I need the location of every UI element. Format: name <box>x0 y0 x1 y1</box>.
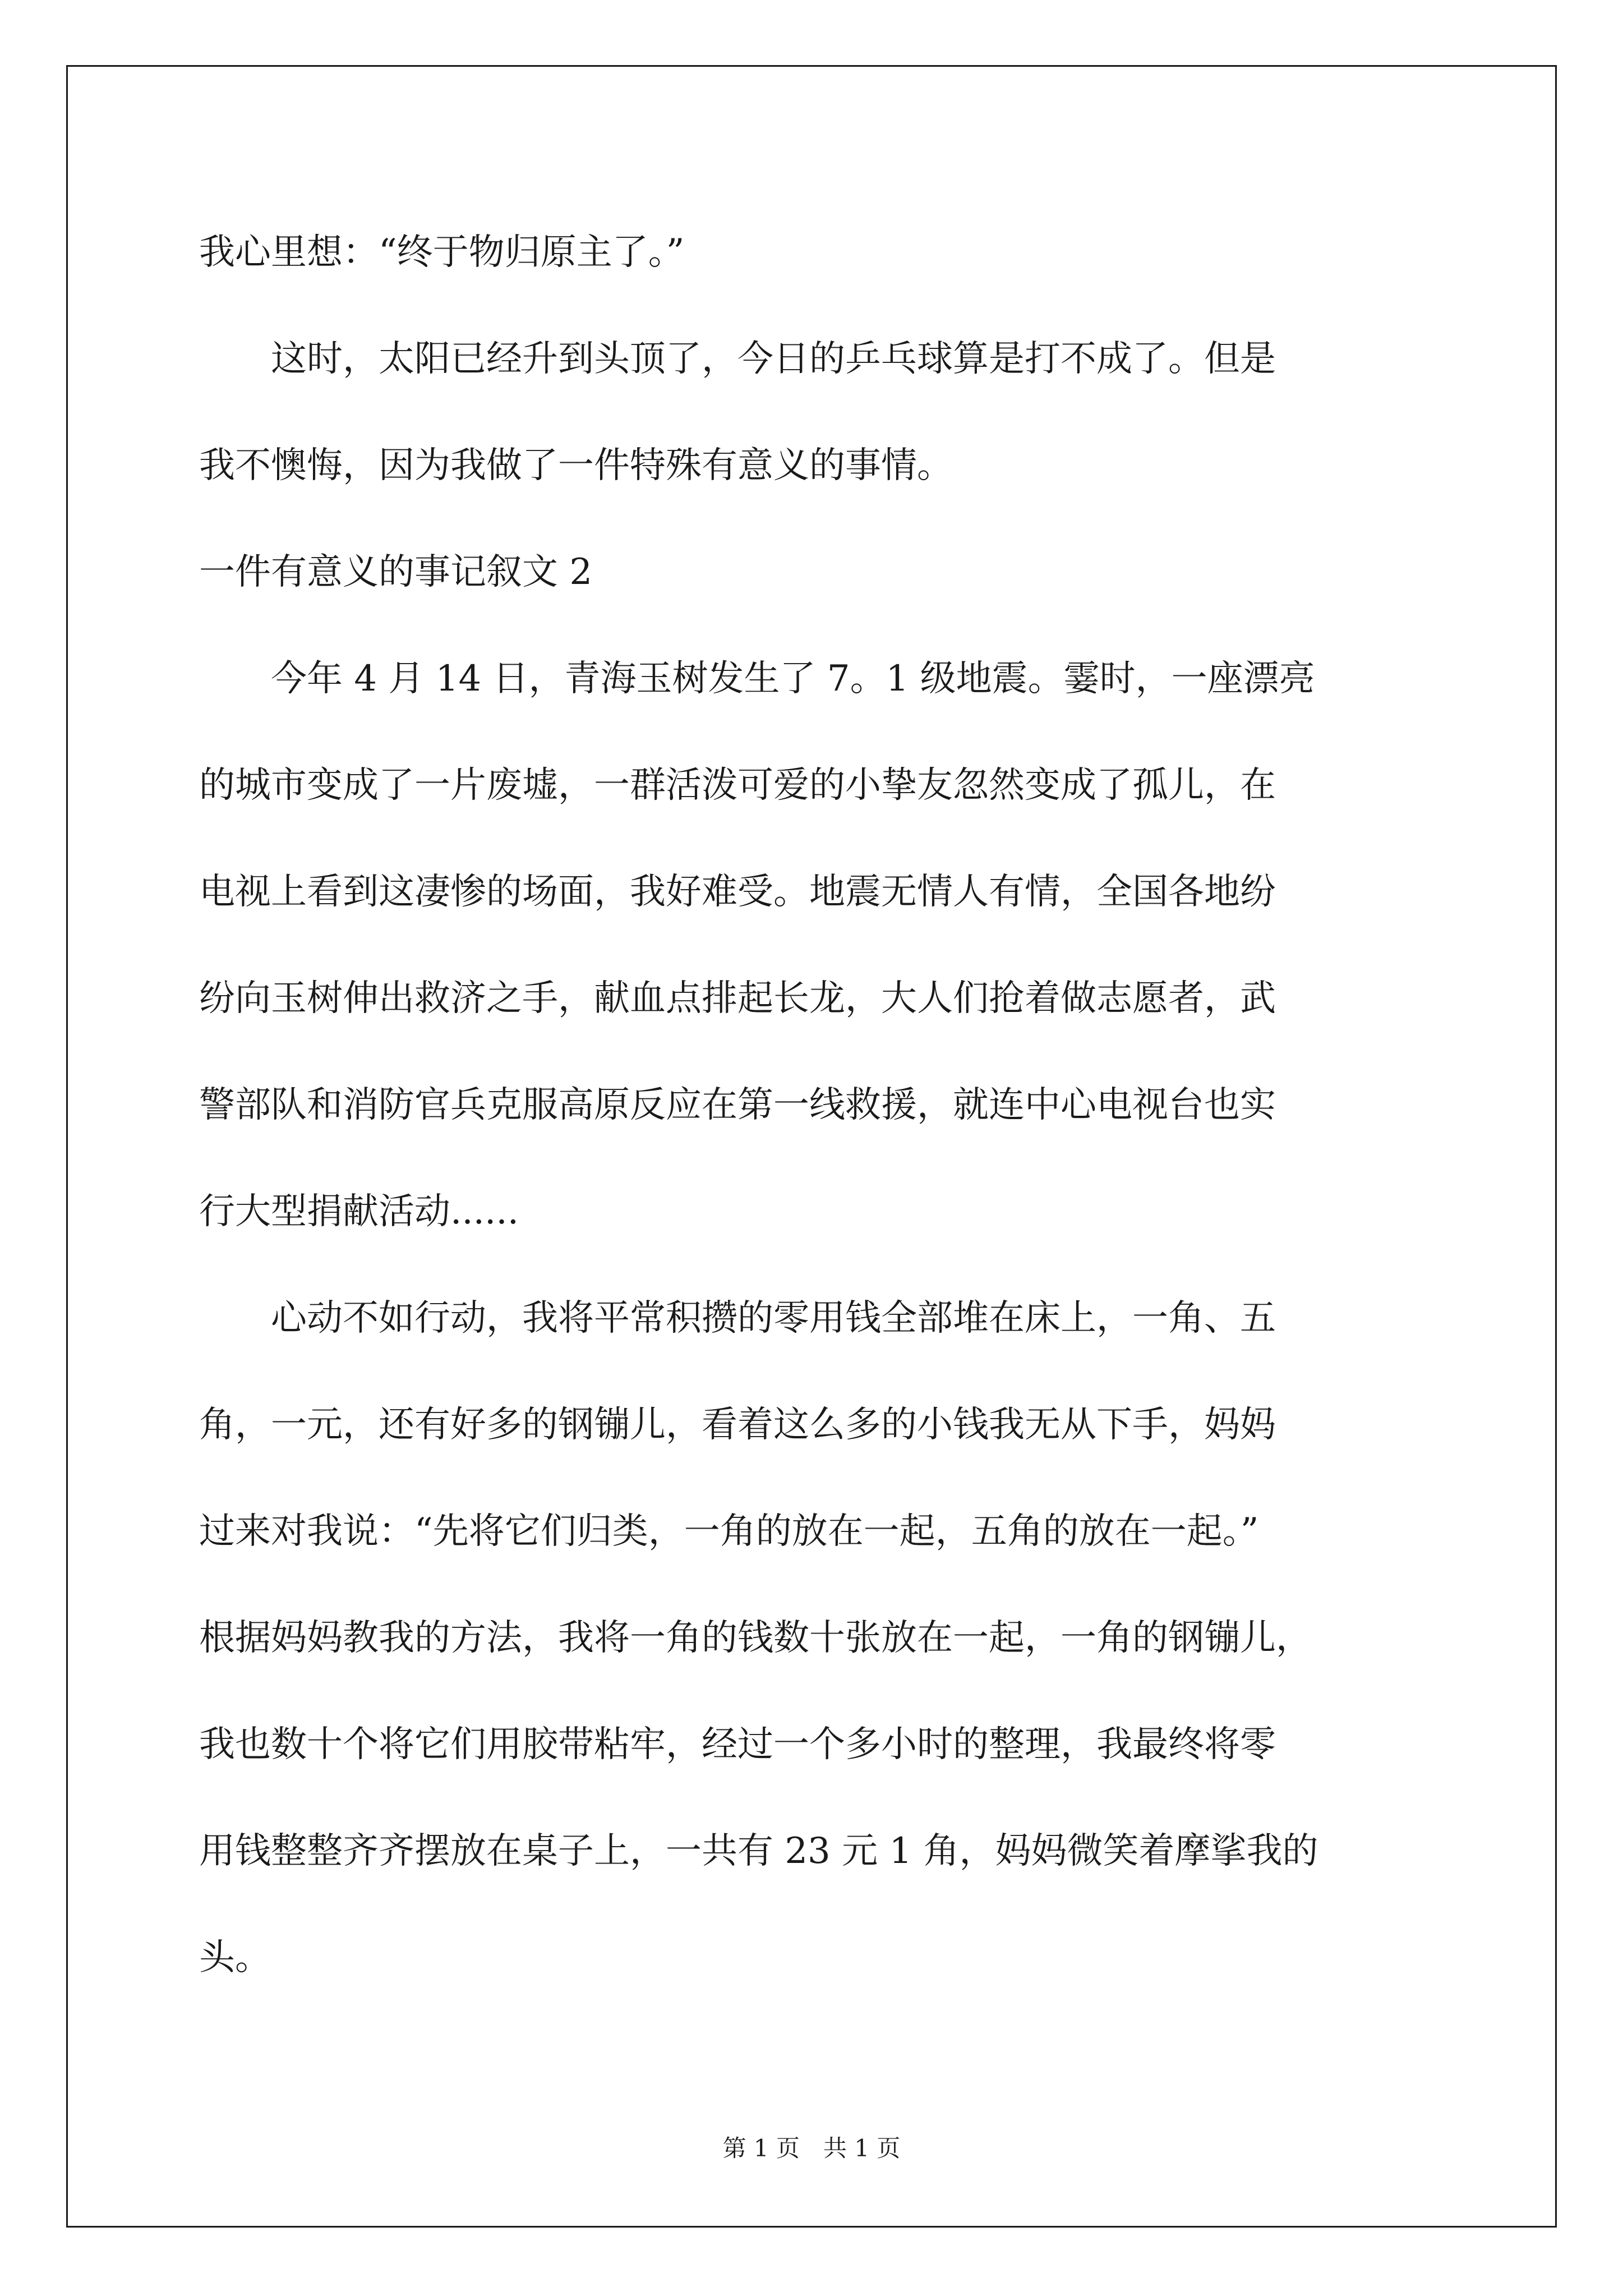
section-heading: 一件有意义的事记叙文 2 <box>199 551 593 593</box>
text-line: 这时，太阳已经升到头顶了，今日的乒乓球算是打不成了。但是 <box>271 338 1276 380</box>
text-line: 用钱整整齐齐摆放在桌子上，一共有 23 元 1 角，妈妈微笑着摩挲我的 <box>199 1830 1318 1872</box>
text-line: 今年 4 月 14 日，青海玉树发生了 7。1 级地震。霎时，一座漂亮 <box>271 658 1315 700</box>
text-line: 警部队和消防官兵克服高原反应在第一线救援，就连中心电视台也实 <box>199 1084 1276 1126</box>
text-line: 电视上看到这凄惨的场面，我好难受。地震无情人有情，全国各地纷 <box>199 871 1276 913</box>
text-line: 过来对我说：“先将它们归类，一角的放在一起，五角的放在一起。” <box>199 1511 1259 1552</box>
text-line: 我也数十个将它们用胶带粘牢，经过一个多小时的整理，我最终将零 <box>199 1724 1276 1765</box>
text-line: 头。 <box>199 1937 271 1978</box>
text-line: 我不懊悔，因为我做了一件特殊有意义的事情。 <box>199 445 953 486</box>
text-line: 的城市变成了一片废墟，一群活泼可爱的小挚友忽然变成了孤儿，在 <box>199 765 1276 806</box>
text-line: 心动不如行动，我将平常积攒的零用钱全部堆在床上，一角、五 <box>271 1297 1276 1339</box>
text-line: 我心里想：“终于物归原主了。” <box>199 232 685 273</box>
text-line: 角，一元，还有好多的钢镚儿，看着这么多的小钱我无从下手，妈妈 <box>199 1404 1276 1446</box>
document-body <box>199 199 1433 2011</box>
text-line: 根据妈妈教我的方法，我将一角的钱数十张放在一起，一角的钢镚儿， <box>199 1617 1312 1659</box>
page-number: 第 1 页 共 1 页 <box>722 2134 901 2162</box>
text-line: 行大型捐献活动...... <box>199 1191 519 1232</box>
text-line: 纷向玉树伸出救济之手，献血点排起长龙，大人们抢着做志愿者，武 <box>199 978 1276 1019</box>
page-footer <box>0 2132 1623 2165</box>
